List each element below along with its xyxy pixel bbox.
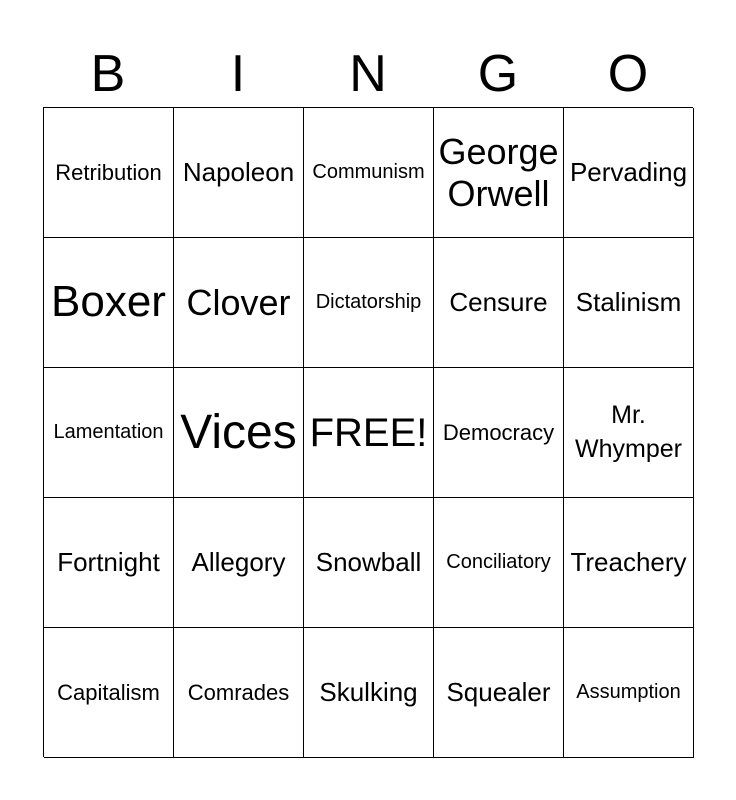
bingo-cell[interactable]: George Orwell — [434, 108, 564, 238]
bingo-cell[interactable]: Napoleon — [174, 108, 304, 238]
bingo-cell[interactable]: Lamentation — [44, 368, 174, 498]
bingo-cell[interactable]: Clover — [174, 238, 304, 368]
bingo-cell[interactable]: Mr. Whymper — [564, 368, 694, 498]
bingo-cell[interactable]: Assumption — [564, 628, 694, 758]
bingo-cell[interactable]: Snowball — [304, 498, 434, 628]
bingo-cell[interactable]: Censure — [434, 238, 564, 368]
bingo-header — [43, 40, 693, 108]
header-letter-n: N — [349, 45, 387, 103]
bingo-cell[interactable]: Conciliatory — [434, 498, 564, 628]
header-letter-o: O — [607, 45, 649, 103]
bingo-cell[interactable]: Dictatorship — [304, 238, 434, 368]
bingo-cell[interactable]: Fortnight — [44, 498, 174, 628]
bingo-cell[interactable]: Boxer — [44, 238, 174, 368]
bingo-cell[interactable]: Capitalism — [44, 628, 174, 758]
bingo-cell[interactable]: Skulking — [304, 628, 434, 758]
bingo-cell[interactable]: Communism — [304, 108, 434, 238]
bingo-cell[interactable]: Pervading — [564, 108, 694, 238]
bingo-board — [43, 107, 693, 757]
bingo-cell[interactable]: Vices — [174, 368, 304, 498]
bingo-cell[interactable]: Comrades — [174, 628, 304, 758]
bingo-cell[interactable]: Retribution — [44, 108, 174, 238]
free-space-cell[interactable]: FREE! — [304, 368, 434, 498]
header-letter-g: G — [477, 45, 519, 103]
bingo-cell[interactable]: Treachery — [564, 498, 694, 628]
header-letter-i: I — [230, 45, 246, 103]
header-letter-b: B — [90, 45, 126, 103]
bingo-cell[interactable]: Squealer — [434, 628, 564, 758]
bingo-cell[interactable]: Democracy — [434, 368, 564, 498]
bingo-cell[interactable]: Allegory — [174, 498, 304, 628]
bingo-cell[interactable]: Stalinism — [564, 238, 694, 368]
